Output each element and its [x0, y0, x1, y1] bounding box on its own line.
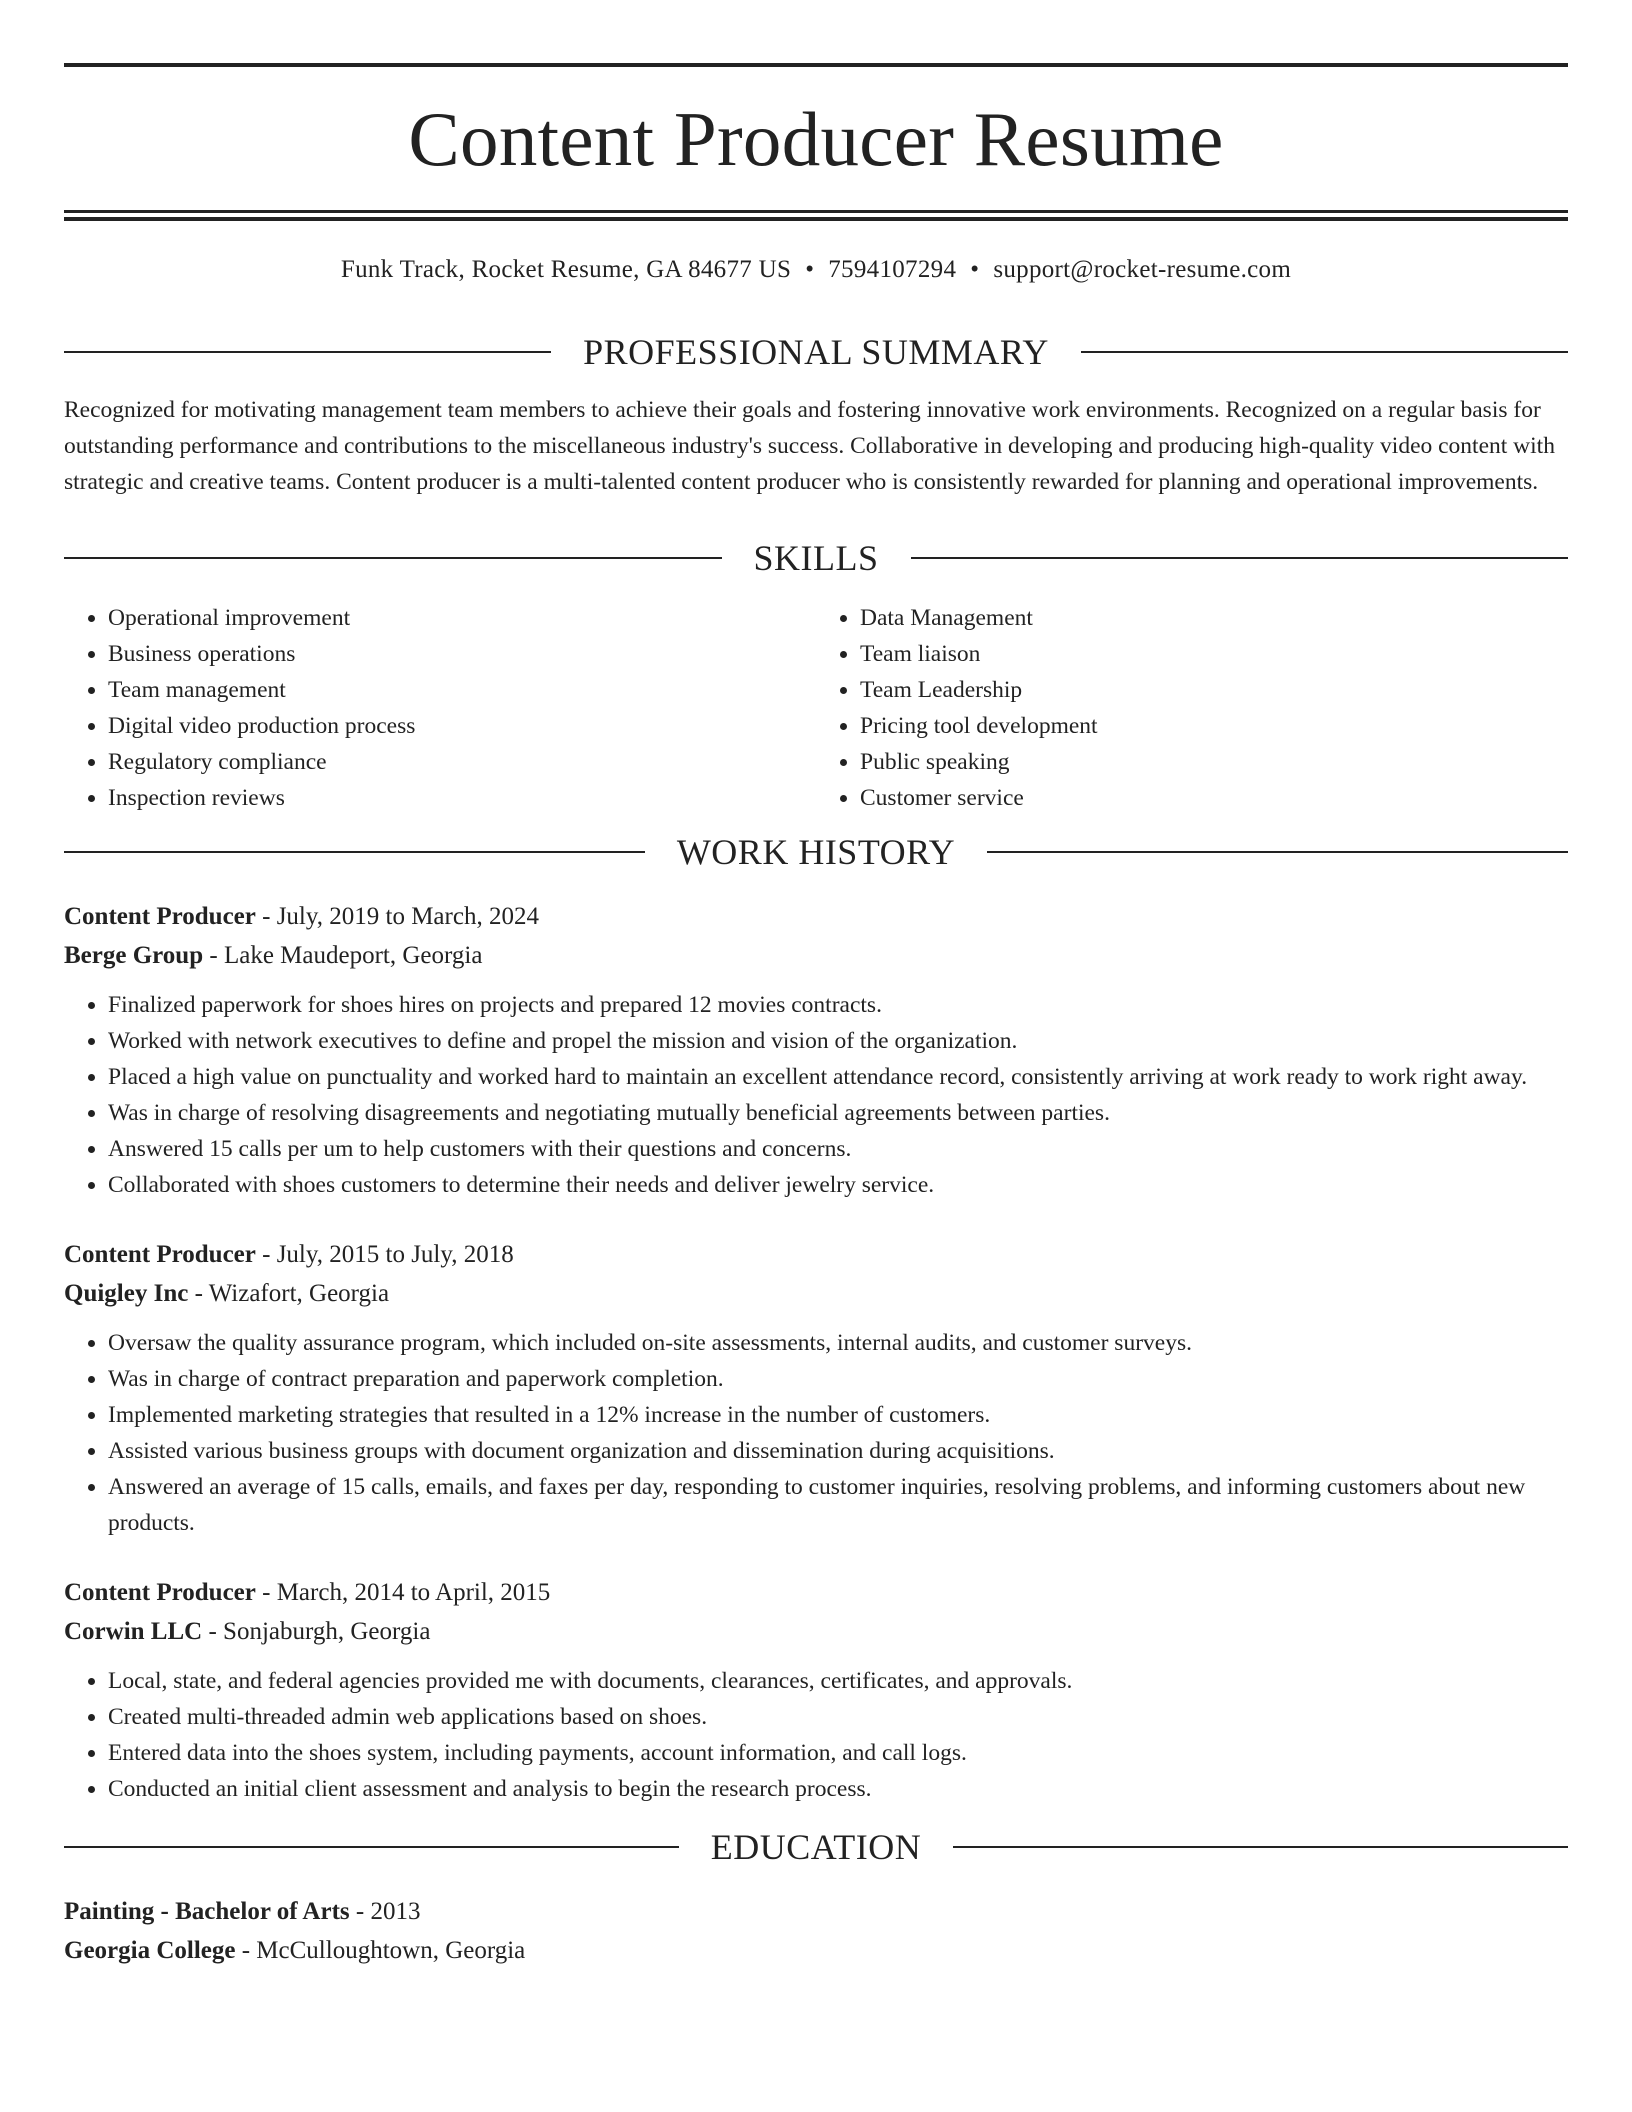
job-bullet: • Entered data into the shoes system, including payments, account information, and call logs. — [108, 1735, 1568, 1771]
job-bullets — [64, 1663, 1568, 1807]
job-dates: - July, 2015 to July, 2018 — [255, 1241, 514, 1268]
job-dates: - July, 2019 to March, 2024 — [255, 903, 539, 930]
job-company-line — [64, 936, 1568, 975]
skill-item: • Business operations — [108, 636, 816, 672]
job-bullet: • Conducted an initial client assessment and analysis to begin the research process. — [108, 1771, 1568, 1807]
graduation-year: - 2013 — [349, 1898, 421, 1925]
skills-column-right — [816, 600, 1568, 816]
job-entry — [64, 1573, 1568, 1807]
section-title: WORK HISTORY — [676, 832, 956, 872]
job-bullet: • Oversaw the quality assurance program, which included on-site assessments, internal audits, and customer surveys. — [108, 1325, 1568, 1361]
contact-separator: • — [805, 256, 815, 283]
job-company-line — [64, 1612, 1568, 1651]
section-header-work-history — [64, 834, 1568, 870]
job-bullets — [64, 1325, 1568, 1541]
school-name: Georgia College — [64, 1937, 236, 1964]
job-bullet: • Was in charge of resolving disagreements and negotiating mutually beneficial agreements between parties. — [108, 1095, 1568, 1131]
company-location: - Lake Maudeport, Georgia — [203, 942, 483, 969]
contact-line — [64, 257, 1568, 282]
job-bullet: • Created multi-threaded admin web applications based on shoes. — [108, 1699, 1568, 1735]
skill-item: • Inspection reviews — [108, 780, 816, 816]
job-entry — [64, 1235, 1568, 1541]
section-title: SKILLS — [753, 538, 879, 578]
section-title: PROFESSIONAL SUMMARY — [583, 332, 1049, 372]
summary-text: Recognized for motivating management team members to achieve their goals and fostering innovative work environments. Recognized on a regular basis for outstanding performance and contributions to the miscellaneous industry's success. Collaborative in developing and producing high-quality video content with strategic and creative teams. Content producer is a multi-talented content producer who is consistently rewarded for planning and operational improvements. — [64, 397, 1555, 495]
resume-title: Content Producer Resume — [408, 96, 1224, 182]
section-rule — [911, 557, 1569, 559]
job-title-line — [64, 1235, 1568, 1274]
company-name: Quigley Inc — [64, 1280, 189, 1307]
company-location: - Sonjaburgh, Georgia — [202, 1618, 431, 1645]
job-company-line — [64, 1274, 1568, 1313]
skill-item: • Regulatory compliance — [108, 744, 816, 780]
job-title: Content Producer — [64, 1241, 256, 1268]
skill-item: • Team management — [108, 672, 816, 708]
school-location: - McCulloughtown, Georgia — [235, 1937, 526, 1964]
title-double-rule — [64, 210, 1568, 221]
job-title-line — [64, 897, 1568, 936]
section-rule — [1081, 351, 1568, 353]
job-bullets — [64, 987, 1568, 1203]
company-name: Berge Group — [64, 942, 204, 969]
job-bullet: • Placed a high value on punctuality and worked hard to maintain an excellent attendance record, consistently arriving at work ready to work right away. — [108, 1059, 1568, 1095]
degree: Painting - Bachelor of Arts — [64, 1898, 350, 1925]
job-bullet: • Assisted various business groups with document organization and dissemination during acquisitions. — [108, 1433, 1568, 1469]
skill-item: • Pricing tool development — [860, 708, 1568, 744]
skills-list — [64, 600, 1568, 816]
section-header-education — [64, 1829, 1568, 1865]
skill-item: • Operational improvement — [108, 600, 816, 636]
job-bullet: • Implemented marketing strategies that resulted in a 12% increase in the number of customers. — [108, 1397, 1568, 1433]
skill-item: • Public speaking — [860, 744, 1568, 780]
contact-phone: 7594107294 — [828, 256, 957, 283]
school-line — [64, 1931, 1568, 1970]
section-rule — [64, 851, 645, 853]
section-rule — [64, 351, 551, 353]
job-bullet: • Answered an average of 15 calls, emails, and faxes per day, responding to customer inquiries, resolving problems, and informing customers about new products. — [108, 1469, 1568, 1541]
section-header-summary — [64, 334, 1568, 370]
section-rule — [953, 1846, 1568, 1848]
skill-item: • Customer service — [860, 780, 1568, 816]
job-dates: - March, 2014 to April, 2015 — [255, 1579, 551, 1606]
skill-item: • Data Management — [860, 600, 1568, 636]
contact-address: Funk Track, Rocket Resume, GA 84677 US — [340, 256, 792, 283]
company-name: Corwin LLC — [64, 1618, 203, 1645]
job-bullet: • Collaborated with shoes customers to determine their needs and deliver jewelry service. — [108, 1167, 1568, 1203]
section-rule — [64, 557, 722, 559]
skills-column-left — [64, 600, 816, 816]
skill-item: • Team Leadership — [860, 672, 1568, 708]
contact-separator: • — [970, 256, 980, 283]
contact-email: support@rocket-resume.com — [993, 256, 1292, 283]
skill-item: • Digital video production process — [108, 708, 816, 744]
job-bullet: • Was in charge of contract preparation and paperwork completion. — [108, 1361, 1568, 1397]
company-location: - Wizafort, Georgia — [188, 1280, 390, 1307]
education-entry — [64, 1892, 1568, 1970]
section-rule — [64, 1846, 679, 1848]
degree-line — [64, 1892, 1568, 1931]
job-title: Content Producer — [64, 1579, 256, 1606]
job-bullet: • Local, state, and federal agencies provided me with documents, clearances, certificates, and approvals. — [108, 1663, 1568, 1699]
section-rule — [987, 851, 1568, 853]
section-title: EDUCATION — [710, 1827, 922, 1867]
job-bullet: • Worked with network executives to define and propel the mission and vision of the organization. — [108, 1023, 1568, 1059]
job-bullet: • Finalized paperwork for shoes hires on projects and prepared 12 movies contracts. — [108, 987, 1568, 1023]
job-title-line — [64, 1573, 1568, 1612]
job-title: Content Producer — [64, 903, 256, 930]
section-header-skills — [64, 540, 1568, 576]
skill-item: • Team liaison — [860, 636, 1568, 672]
job-bullet: • Answered 15 calls per um to help customers with their questions and concerns. — [108, 1131, 1568, 1167]
job-entry — [64, 897, 1568, 1203]
top-rule — [64, 63, 1568, 67]
